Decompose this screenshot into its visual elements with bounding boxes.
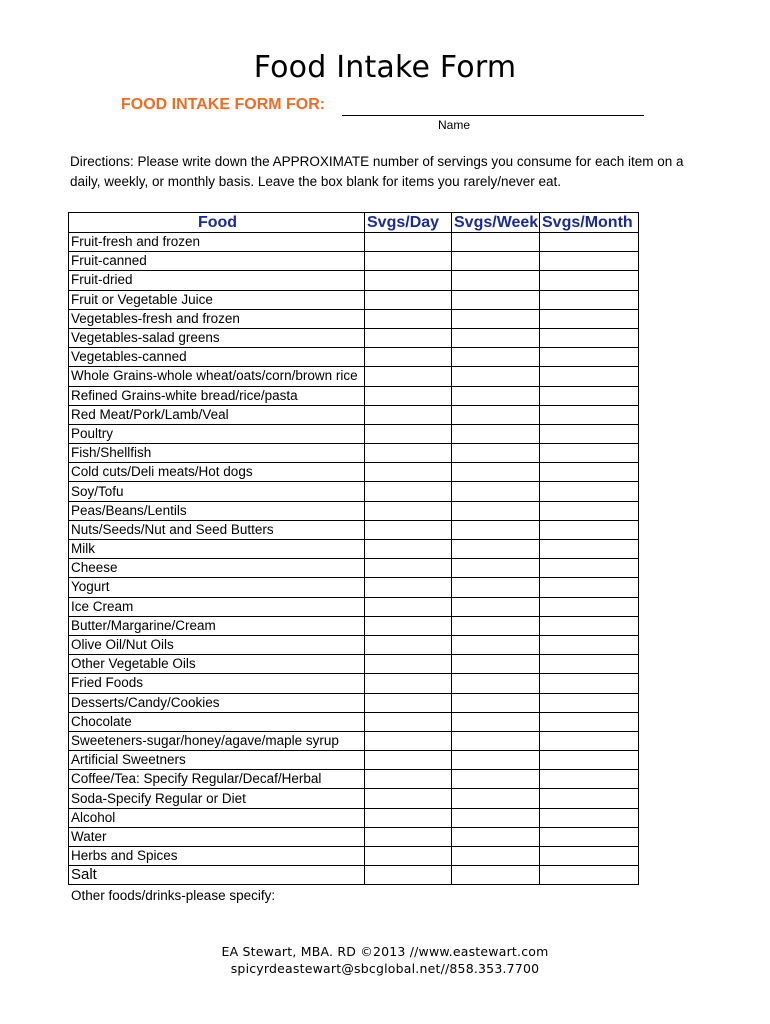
svgs-month-cell[interactable] [540,808,639,827]
food-item-label: Chocolate [69,712,365,731]
food-item-label: Poultry [69,424,365,443]
svgs-week-cell[interactable] [452,405,540,424]
table-row [69,271,639,290]
svgs-day-cell[interactable] [365,770,452,789]
table-row [69,367,639,386]
food-item-label: Herbs and Spices [69,847,365,866]
svgs-week-cell[interactable] [452,597,540,616]
svgs-month-cell[interactable] [540,482,639,501]
svgs-day-cell[interactable] [365,540,452,559]
svgs-month-cell[interactable] [540,233,639,252]
food-item-label: Whole Grains-whole wheat/oats/corn/brown rice [69,367,365,386]
food-item-label: Salt [69,866,365,885]
table-row [69,751,639,770]
svgs-month-cell[interactable] [540,386,639,405]
svgs-day-cell[interactable] [365,789,452,808]
svgs-week-cell[interactable] [452,770,540,789]
food-item-label: Vegetables-fresh and frozen [69,309,365,328]
table-row [69,348,639,367]
svgs-day-cell[interactable] [365,328,452,347]
svgs-day-cell[interactable] [365,635,452,654]
svgs-week-cell[interactable] [452,233,540,252]
svgs-week-cell[interactable] [452,501,540,520]
svgs-day-cell[interactable] [365,655,452,674]
table-row [69,559,639,578]
food-item-label: Desserts/Candy/Cookies [69,693,365,712]
food-item-label: Artificial Sweetners [69,751,365,770]
svgs-day-cell[interactable] [365,501,452,520]
svgs-month-cell[interactable] [540,367,639,386]
svgs-month-cell[interactable] [540,635,639,654]
food-item-label: Fruit-fresh and frozen [69,233,365,252]
table-row [69,233,639,252]
svgs-week-cell[interactable] [452,693,540,712]
svgs-week-cell[interactable] [452,674,540,693]
food-item-label: Fruit or Vegetable Juice [69,290,365,309]
food-item-label: Sweeteners-sugar/honey/agave/maple syrup [69,731,365,750]
food-item-label: Cold cuts/Deli meats/Hot dogs [69,463,365,482]
food-item-label: Butter/Margarine/Cream [69,616,365,635]
table-row [69,578,639,597]
food-item-label: Vegetables-salad greens [69,328,365,347]
footer [0,943,770,977]
food-item-label: Soda-Specify Regular or Diet [69,789,365,808]
table-row [69,597,639,616]
food-item-label: Water [69,827,365,846]
svgs-week-cell[interactable] [452,482,540,501]
svgs-month-cell[interactable] [540,578,639,597]
name-label: Name [438,118,471,132]
svgs-month-cell[interactable] [540,444,639,463]
food-item-label: Yogurt [69,578,365,597]
table-row [69,290,639,309]
table-row [69,540,639,559]
table-row [69,463,639,482]
svgs-month-cell[interactable] [540,501,639,520]
svgs-month-cell[interactable] [540,271,639,290]
svgs-day-cell[interactable] [365,252,452,271]
table-row [69,712,639,731]
table-row [69,328,639,347]
table-row [69,847,639,866]
svgs-week-cell[interactable] [452,712,540,731]
svgs-month-cell[interactable] [540,328,639,347]
svgs-week-cell[interactable] [452,559,540,578]
footer-line-2: spicyrdeastewart@sbcglobal.net//858.353.7700 [230,961,540,976]
food-item-label: Red Meat/Pork/Lamb/Veal [69,405,365,424]
food-item-label: Coffee/Tea: Specify Regular/Decaf/Herbal [69,770,365,789]
svgs-month-cell[interactable] [540,866,639,885]
table-row [69,424,639,443]
directions-text: Directions: Please write down the APPROXIMATE number of servings you consume for each item on a daily, weekly, or monthly basis. Leave the box blank for items you rarely/never eat. [70,154,684,189]
svgs-month-cell[interactable] [540,847,639,866]
svgs-day-cell[interactable] [365,520,452,539]
table-row [69,309,639,328]
svgs-day-cell[interactable] [365,693,452,712]
table-row [69,655,639,674]
svgs-month-cell[interactable] [540,789,639,808]
svgs-day-cell[interactable] [365,808,452,827]
table-row [69,520,639,539]
table-row [69,444,639,463]
table-row [69,616,639,635]
table-row [69,731,639,750]
table-row [69,501,639,520]
svgs-day-cell[interactable] [365,348,452,367]
food-item-label: Vegetables-canned [69,348,365,367]
food-item-label: Soy/Tofu [69,482,365,501]
table-row [69,789,639,808]
table-row [69,770,639,789]
svgs-week-cell[interactable] [452,520,540,539]
form-for-label: FOOD INTAKE FORM FOR: [121,96,326,113]
table-row [69,482,639,501]
svgs-month-cell[interactable] [540,463,639,482]
svgs-week-cell[interactable] [452,751,540,770]
svgs-week-cell[interactable] [452,540,540,559]
table-row [69,674,639,693]
svgs-week-cell[interactable] [452,386,540,405]
svgs-week-cell[interactable] [452,463,540,482]
svgs-week-cell[interactable] [452,635,540,654]
svgs-month-cell[interactable] [540,731,639,750]
table-row [69,386,639,405]
svgs-month-cell[interactable] [540,405,639,424]
svgs-month-cell[interactable] [540,751,639,770]
svgs-month-cell[interactable] [540,770,639,789]
table-row [69,693,639,712]
svgs-month-cell[interactable] [540,616,639,635]
svgs-month-cell[interactable] [540,827,639,846]
food-item-label: Refined Grains-white bread/rice/pasta [69,386,365,405]
svgs-month-cell[interactable] [540,597,639,616]
svgs-month-cell[interactable] [540,252,639,271]
food-rows [69,233,639,885]
svgs-month-cell[interactable] [540,655,639,674]
svgs-day-cell[interactable] [365,386,452,405]
svgs-day-cell[interactable] [365,731,452,750]
food-item-label: Fruit-dried [69,271,365,290]
other-foods-label: Other foods/drinks-please specify: [71,888,276,903]
svgs-month-cell[interactable] [540,309,639,328]
table-header-row [69,213,639,233]
svgs-day-cell[interactable] [365,405,452,424]
svgs-week-cell[interactable] [452,731,540,750]
header-svgs-month: Svgs/Month [540,213,639,233]
header-svgs-week: Svgs/Week [452,213,540,233]
svgs-week-cell[interactable] [452,367,540,386]
svgs-week-cell[interactable] [452,808,540,827]
svgs-month-cell[interactable] [540,424,639,443]
table-row [69,827,639,846]
svgs-week-cell[interactable] [452,328,540,347]
svgs-day-cell[interactable] [365,674,452,693]
svgs-month-cell[interactable] [540,348,639,367]
food-item-label: Nuts/Seeds/Nut and Seed Butters [69,520,365,539]
table-row [69,866,639,885]
svgs-month-cell[interactable] [540,540,639,559]
svgs-day-cell[interactable] [365,751,452,770]
svgs-week-cell[interactable] [452,866,540,885]
food-item-label: Other Vegetable Oils [69,655,365,674]
svgs-day-cell[interactable] [365,847,452,866]
svgs-month-cell[interactable] [540,693,639,712]
svgs-day-cell[interactable] [365,309,452,328]
svgs-day-cell[interactable] [365,597,452,616]
svgs-day-cell[interactable] [365,559,452,578]
svgs-week-cell[interactable] [452,444,540,463]
food-item-label: Fruit-canned [69,252,365,271]
svgs-day-cell[interactable] [365,463,452,482]
food-item-label: Ice Cream [69,597,365,616]
food-item-label: Milk [69,540,365,559]
svgs-week-cell[interactable] [452,271,540,290]
svgs-month-cell[interactable] [540,520,639,539]
svgs-day-cell[interactable] [365,712,452,731]
svgs-month-cell[interactable] [540,674,639,693]
food-intake-table [68,212,639,885]
header-food: Food [69,213,365,233]
food-item-label: Fried Foods [69,674,365,693]
svgs-day-cell[interactable] [365,866,452,885]
svgs-day-cell[interactable] [365,827,452,846]
svgs-month-cell[interactable] [540,712,639,731]
svgs-day-cell[interactable] [365,444,452,463]
svgs-week-cell[interactable] [452,655,540,674]
svgs-day-cell[interactable] [365,233,452,252]
food-item-label: Cheese [69,559,365,578]
svgs-day-cell[interactable] [365,424,452,443]
footer-line-1: EA Stewart, MBA. RD ©2013 //www.eastewart.com [221,944,549,959]
food-item-label: Olive Oil/Nut Oils [69,635,365,654]
food-item-label: Alcohol [69,808,365,827]
svgs-day-cell[interactable] [365,290,452,309]
svgs-day-cell[interactable] [365,482,452,501]
svgs-week-cell[interactable] [452,348,540,367]
svgs-day-cell[interactable] [365,271,452,290]
table-row [69,808,639,827]
svgs-week-cell[interactable] [452,616,540,635]
header-svgs-day: Svgs/Day [365,213,452,233]
svgs-day-cell[interactable] [365,367,452,386]
food-item-label: Fish/Shellfish [69,444,365,463]
svgs-week-cell[interactable] [452,827,540,846]
name-field-line[interactable] [342,115,644,116]
svgs-week-cell[interactable] [452,424,540,443]
form-title: Food Intake Form [253,50,517,85]
svgs-week-cell[interactable] [452,309,540,328]
svgs-month-cell[interactable] [540,290,639,309]
table-row [69,252,639,271]
svgs-week-cell[interactable] [452,789,540,808]
svgs-month-cell[interactable] [540,559,639,578]
table-row [69,635,639,654]
svgs-week-cell[interactable] [452,252,540,271]
food-item-label: Peas/Beans/Lentils [69,501,365,520]
svgs-week-cell[interactable] [452,847,540,866]
table-row [69,405,639,424]
svgs-day-cell[interactable] [365,578,452,597]
svgs-week-cell[interactable] [452,578,540,597]
svgs-week-cell[interactable] [452,290,540,309]
svgs-day-cell[interactable] [365,616,452,635]
